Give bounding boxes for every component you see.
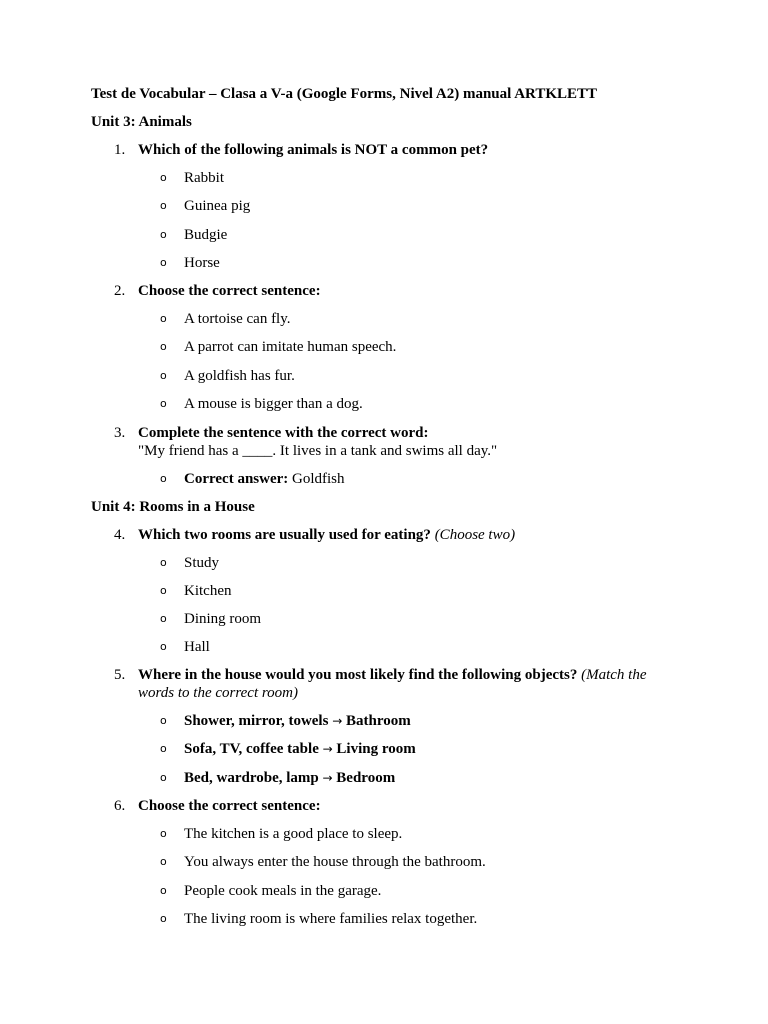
q2-option: A mouse is bigger than a dog.	[184, 396, 363, 412]
q1-option: Guinea pig	[184, 198, 251, 214]
bullet-circle-icon: o	[160, 369, 167, 382]
arrow-right-icon: →	[322, 742, 333, 756]
question-number: 5.	[114, 667, 126, 683]
match-room: Living room	[336, 741, 416, 757]
q5-match	[184, 712, 411, 730]
arrow-right-icon: →	[322, 771, 333, 785]
answer-value: Goldfish	[292, 471, 345, 487]
bullet-circle-icon: o	[160, 228, 167, 241]
bullet-circle-icon: o	[160, 171, 167, 184]
bullet-circle-icon: o	[160, 640, 167, 653]
q5-match	[184, 769, 395, 787]
q4-option: Kitchen	[184, 583, 232, 599]
question-number: 1.	[114, 142, 126, 158]
question-5-text	[138, 666, 646, 684]
q1-option: Horse	[184, 255, 220, 271]
question-number: 2.	[114, 283, 126, 299]
answer-label: Correct answer:	[184, 471, 289, 487]
match-room: Bedroom	[336, 770, 396, 786]
q4-option: Study	[184, 555, 220, 571]
bullet-circle-icon: o	[160, 472, 167, 485]
question-6-text: Choose the correct sentence:	[138, 798, 321, 814]
q2-option: A parrot can imitate human speech.	[184, 339, 397, 355]
bullet-circle-icon: o	[160, 340, 167, 353]
question-1-text: Which of the following animals is NOT a common pet?	[138, 142, 489, 158]
bullet-circle-icon: o	[160, 312, 167, 325]
bullet-circle-icon: o	[160, 884, 167, 897]
bullet-circle-icon: o	[160, 612, 167, 625]
bullet-circle-icon: o	[160, 771, 167, 784]
q2-option: A tortoise can fly.	[184, 311, 291, 327]
q6-option: You always enter the house through the bathroom.	[184, 854, 486, 870]
match-objects: Sofa, TV, coffee table	[184, 741, 319, 757]
q4-option: Dining room	[184, 611, 262, 627]
question-5-note-cont: words to the correct room)	[138, 685, 298, 701]
q4-option: Hall	[184, 639, 210, 655]
q1-option: Budgie	[184, 227, 228, 243]
bullet-circle-icon: o	[160, 714, 167, 727]
question-4-text	[138, 526, 515, 544]
bullet-circle-icon: o	[160, 912, 167, 925]
q2-option: A goldfish has fur.	[184, 368, 295, 384]
question-5-note: (Match the	[581, 667, 647, 683]
bullet-circle-icon: o	[160, 199, 167, 212]
question-number: 3.	[114, 425, 126, 441]
bullet-circle-icon: o	[160, 584, 167, 597]
bullet-circle-icon: o	[160, 827, 167, 840]
match-room: Bathroom	[346, 713, 411, 729]
question-3-text: Complete the sentence with the correct word:	[138, 425, 429, 441]
question-5-prompt: Where in the house would you most likely find the following objects?	[138, 667, 578, 683]
bullet-circle-icon: o	[160, 256, 167, 269]
q6-option: People cook meals in the garage.	[184, 883, 382, 899]
question-number: 6.	[114, 798, 126, 814]
question-4-prompt: Which two rooms are usually used for eating?	[138, 527, 431, 543]
match-objects: Shower, mirror, towels	[184, 713, 329, 729]
bullet-circle-icon: o	[160, 742, 167, 755]
q6-option: The living room is where families relax together.	[184, 911, 478, 927]
q1-option: Rabbit	[184, 170, 224, 186]
unit4-heading: Unit 4: Rooms in a House	[91, 499, 255, 515]
bullet-circle-icon: o	[160, 397, 167, 410]
bullet-circle-icon: o	[160, 556, 167, 569]
q3-answer	[184, 470, 345, 488]
question-4-note: (Choose two)	[434, 527, 516, 543]
question-number: 4.	[114, 527, 126, 543]
question-3-sentence: "My friend has a ____. It lives in a tank and swims all day."	[138, 443, 498, 459]
unit3-heading: Unit 3: Animals	[91, 114, 192, 130]
question-2-text: Choose the correct sentence:	[138, 283, 321, 299]
arrow-right-icon: →	[332, 714, 343, 728]
bullet-circle-icon: o	[160, 855, 167, 868]
q5-match	[184, 740, 416, 758]
document-title: Test de Vocabular – Clasa a V-a (Google Forms, Nivel A2) manual ARTKLETT	[91, 86, 598, 102]
q6-option: The kitchen is a good place to sleep.	[184, 826, 403, 842]
match-objects: Bed, wardrobe, lamp	[184, 770, 319, 786]
